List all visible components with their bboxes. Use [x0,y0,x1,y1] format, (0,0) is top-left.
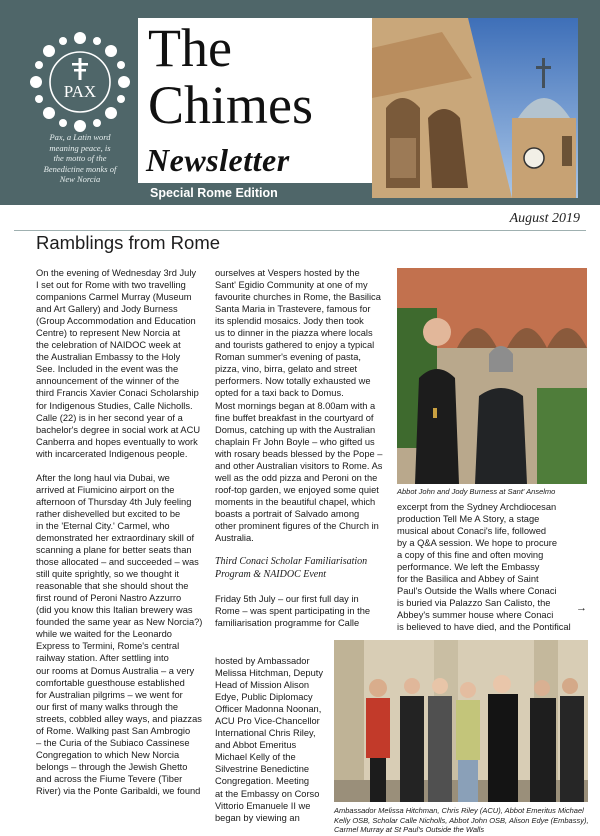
text-line: still quite sprightly, so we thought it [36,569,179,580]
text-line: favourite churches in Rome, the Basilica [215,292,381,303]
text-line: performers. Now totally exhausted we [215,376,371,387]
article-heading: Ramblings from Rome [36,232,221,253]
text-line: Vittorio Emanuele II we [215,800,311,811]
text-line: and Abbot Emeritus [215,740,297,751]
motto-line: New Norcia [59,174,101,184]
text-line: After the long haul via Dubai, we [36,472,170,483]
text-line: announcement of the winner of the [36,376,180,387]
text-line: (Group Accommodation and Education [36,316,196,327]
text-line: by a Q&A session. We hope to procure [397,538,558,549]
text-line: of Rome. Walking past San Ambrogio [36,725,191,736]
text-line: in the 'Eternal City.' Carmel, who [36,520,170,531]
text-line: other prominent figures of the Church in [215,520,379,531]
text-line: for Australian pilgrims – we went for [36,689,183,700]
text-line: Centre) to represent New Norcia at [36,328,181,339]
text-line: at the Embassy on Corso [215,788,320,799]
text-line: with incarcerated Indigenous people. [36,448,188,459]
text-line: Michael Kelly of the [215,752,296,763]
text-line: Rome – was spent participating in the [215,606,371,617]
divider [14,230,586,231]
text-line: On the evening of Wednesday 3rd July [36,268,197,278]
text-line: Santa Maria in Trastevere, famous for [215,304,371,315]
text-line: moments in the beautiful chapel, which [215,496,376,507]
text-line: the celebration of NAIDOC week at [36,340,181,351]
text-line: familiarisation programme for Calle [215,618,360,629]
text-line: third Francis Xavier Conaci Scholarship [36,388,199,399]
text-line: founded the same year as New Norcia?) [36,617,203,628]
text-line: those allocated – and succeeded – was [36,557,199,568]
photo-caption: Abbot John and Jody Burness at Sant' Anselmo [397,487,556,496]
text-line: comfortable guesthouse established [36,677,185,688]
text-line: began by viewing an [215,812,300,823]
text-line: its splendid mosaics. Jody then took [215,316,364,327]
article-column-2 [215,267,393,629]
text-line: belongs – through the Jewish Ghetto [36,761,188,772]
text-line: streets, cobbled alley ways, and piazzas [36,713,202,724]
monastery-bell-tower-photo-icon [372,18,578,198]
text-line: pizza, vino, birra, gelato and street [215,364,358,375]
logo-text: PAX [63,82,97,101]
text-line: scanning a plane for better seats than [36,545,192,556]
motto-caption [22,132,138,185]
text-line: rather dishevelled but excited to be [36,508,181,519]
text-line: afternoon of Thursday 4th July feeling [36,496,192,507]
text-line: Head of Mission Alison [215,680,310,691]
text-line: with rosary beads blessed by the Pope – [215,448,383,459]
group-basilica-photo-icon [334,640,588,802]
text-line: demonstrated her extraordinary skill of [36,532,195,543]
text-line: railway station. After settling into [36,653,169,664]
text-line: our first of many walks through the [36,701,179,712]
subheading: Third Conaci Scholar Familiarisation [215,556,368,568]
text-line: for Indigenous Studies, Calle Nicholls. [36,400,193,411]
text-line: musical about Conaci's life, followed [397,526,547,537]
photo-caption: Ambassador Melissa Hitchman, Chris Riley (ACU), Abbot Emeritus Michael Kelly OSB, Scholar Calle Nicholls, Abbot John OSB, Alison Edye (Embassy), Carmel Murray at St Paul's Outside the Walls [334,806,589,834]
text-line: – the Curia of the Subiaco Cassinese [36,737,190,748]
text-line: (did you know this Italian brewery was [36,605,193,616]
text-line: first round of Peroni Nastro Azzurro [36,593,182,604]
text-line: arrived at Fiumicino airport on the [36,484,175,495]
text-line: production Tell Me A Story, a stage [397,514,540,525]
text-line: Friday 5th July – our first full day in [215,594,359,605]
title-the: The [148,18,232,78]
text-line: while we waited for the Leonardo [36,629,172,640]
motto-line: the motto of the [53,153,107,163]
text-line: Edye, Public Diplomacy [215,692,313,703]
continue-arrow-icon: → [576,602,587,614]
text-line: and across the Fiume Tevere (Tiber [36,773,183,784]
article-column-1 [36,267,206,797]
text-line: Silvestrine Benedictine [215,764,310,775]
text-line: well as the odd pizza and Peroni on the [215,472,378,483]
text-line: Abbey's summer house where Conaci [397,610,554,621]
text-line: is believed to have died, and the Pontifical [397,622,571,633]
article-column-2-continued [215,655,327,824]
motto-line: meaning peace, is [49,142,111,153]
subheading: Program & NAIDOC Event [215,568,327,580]
text-line: Canberra and hopes eventually to work [36,436,198,447]
text-line: us to dinner in the piazza where locals [215,328,373,339]
text-line: Congregation to which New Norcia [36,749,180,760]
title-newsletter: Newsletter [146,142,290,178]
text-line: fine buffet breakfast in the courtyard of [215,412,374,423]
text-line: chaplain Fr John Boyle – who gifted us [215,436,375,447]
issue-date: August 2019 [509,211,580,226]
text-line: Congregation. Meeting [215,776,310,787]
title-chimes: Chimes [148,75,314,135]
text-line: excerpt from the Sydney Archdiocesan [397,502,557,512]
text-line: Officer Madonna Noonan, [215,704,322,715]
text-line: hosted by Ambassador [215,656,310,666]
text-line: See. Included in the event was the [36,364,179,375]
text-line: is buried via Palazzo San Calisto, the [397,598,551,609]
text-line: and other Australian visitors to Rome. As [215,460,383,471]
edition-label: Special Rome Edition [150,186,278,200]
text-line: I set out for Rome with two travelling [36,280,186,291]
text-line: River) via the Ponte Garibaldi, we found [36,785,201,796]
text-line: Australia. [215,533,254,544]
text-line: boasts a portrait of Salvado among [215,508,360,519]
text-line: International Chris Riley, [215,728,316,739]
text-line: Sant' Egidio Community at one of my [215,280,368,291]
text-line: a copy of this fine and often moving [397,550,544,561]
two-people-cloister-photo-icon [397,268,587,484]
text-line: Most mornings began at 8.00am with a [215,400,376,411]
article-column-3 [397,501,587,634]
motto-line: Pax, a Latin word [49,132,111,142]
text-line: performance. We left the Embassy [397,562,540,573]
text-line: the Australian Embassy to the Holy [36,352,181,363]
pax-logo-icon [26,28,134,136]
text-line: companions Carmel Murray (Museum [36,292,192,303]
text-line: and tourists gathered to enjoy a typical [215,340,375,351]
text-line: Melissa Hitchman, Deputy [215,668,323,679]
text-line: our rooms at Domus Australia – a very [36,665,195,676]
text-line: Calle (22) is in her second year of a [36,412,183,423]
text-line: ACU Pro Vice-Chancellor [215,716,320,727]
text-line: ourselves at Vespers hosted by the [215,268,360,278]
text-line: opted for a taxi back to Domus. [215,388,344,399]
text-line: bachelor's degree in social work at ACU [36,424,201,435]
text-line: Paul's Outside the Walls where Conaci [397,586,557,597]
text-line: Express to Termini, Rome's central [36,641,180,652]
text-line: Roman summer's evening of pasta, [215,352,361,363]
text-line: and Art Gallery) and Jody Burness [36,304,178,315]
text-line: for the Basilica and Abbey of Saint [397,574,539,585]
text-line: Domus, catching up with the Australian [215,424,376,435]
motto-line: Benedictine monks of [43,163,117,174]
edition-banner [138,183,372,205]
text-line: reasonable that she should shout the [36,581,189,592]
text-line: roof-top garden, we enjoyed some quiet [215,484,379,495]
